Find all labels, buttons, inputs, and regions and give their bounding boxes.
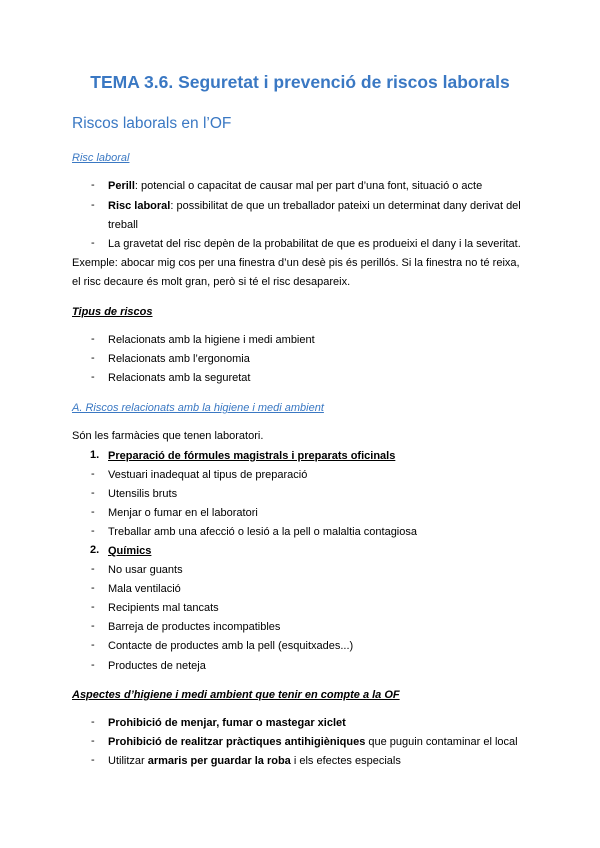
tipus-heading: Tipus de riscos <box>72 306 153 318</box>
bullet: - <box>91 525 95 537</box>
list-item: La gravetat del risc depèn de la probabilitat de que es produeixi el dany i la severitat. <box>108 238 521 250</box>
item-text: i els efectes especials <box>290 755 401 767</box>
list-number: 1. <box>90 449 100 461</box>
bullet: - <box>91 563 95 575</box>
bullet: - <box>91 659 95 671</box>
bullet: - <box>91 506 95 518</box>
example-line: el risc decaure és molt gran, però si té el risc desapareix. <box>72 276 351 288</box>
list-item: Treballar amb una afecció o lesió a la pell o malaltia contagiosa <box>108 526 417 538</box>
list-item-continuation: treball <box>108 219 138 231</box>
list-item: Relacionats amb l’ergonomia <box>108 353 250 365</box>
list-item: No usar guants <box>108 564 183 576</box>
aspectes-heading: Aspectes d’higiene i medi ambient que tenir en compte a la OF <box>72 689 400 701</box>
group-title-text: Preparació de fórmules magistrals i preparats oficinals <box>108 450 396 462</box>
term: Perill <box>108 180 135 192</box>
item-bold: Prohibició de menjar, fumar o mastegar xiclet <box>108 717 346 729</box>
item-text: que puguin contaminar el local <box>365 736 518 748</box>
item-prefix: Utilitzar <box>108 755 148 767</box>
bullet: - <box>91 237 95 249</box>
list-item: Barreja de productes incompatibles <box>108 621 281 633</box>
list-item: Menjar o fumar en el laboratori <box>108 507 258 519</box>
bullet: - <box>91 754 95 766</box>
bullet: - <box>91 333 95 345</box>
item-bold: Prohibició de realitzar pràctiques antihigièniques <box>108 736 366 748</box>
list-item <box>108 199 521 213</box>
list-item: Utensilis bruts <box>108 488 178 500</box>
item-bold: armaris per guardar la roba <box>147 755 291 767</box>
example-line: Exemple: abocar mig cos per una finestra d’un desè pis és perillós. Si la finestra no té reixa, <box>72 257 520 269</box>
term: Risc laboral <box>108 200 171 212</box>
bullet: - <box>91 716 95 728</box>
bullet: - <box>91 639 95 651</box>
list-item: Productes de neteja <box>108 660 206 672</box>
list-item: Vestuari inadequat al tipus de preparació <box>108 469 308 481</box>
list-item <box>108 716 346 730</box>
list-item: Recipients mal tancats <box>108 602 219 614</box>
list-item <box>108 735 518 749</box>
bullet: - <box>91 487 95 499</box>
page-title: TEMA 3.6. Seguretat i prevenció de riscos laborals <box>90 72 510 92</box>
bullet: - <box>91 199 95 211</box>
bullet: - <box>91 601 95 613</box>
bullet: - <box>91 582 95 594</box>
list-item: Relacionats amb la seguretat <box>108 372 251 384</box>
list-number: 2. <box>90 544 100 556</box>
bullet: - <box>91 179 95 191</box>
bullet: - <box>91 371 95 383</box>
group-title-text: Químics <box>108 545 152 557</box>
definition: : possibilitat de que un treballador pateixi un determinat dany derivat del <box>170 200 521 212</box>
list-item <box>108 754 401 768</box>
bullet: - <box>91 468 95 480</box>
list-item: Contacte de productes amb la pell (esquitxades...) <box>108 640 354 652</box>
list-item: Mala ventilació <box>108 583 181 595</box>
definition: : potencial o capacitat de causar mal per part d’una font, situació o acte <box>134 180 483 192</box>
risc-laboral-heading: Risc laboral <box>72 152 130 164</box>
bullet: - <box>91 620 95 632</box>
bullet: - <box>91 352 95 364</box>
list-item: Relacionats amb la higiene i medi ambient <box>108 334 315 346</box>
group-title <box>108 544 151 558</box>
bullet: - <box>91 735 95 747</box>
section-heading: Riscos laborals en l’OF <box>72 115 232 132</box>
section-a-intro: Són les farmàcies que tenen laboratori. <box>72 430 264 442</box>
list-item <box>108 179 482 193</box>
group-title <box>108 449 395 463</box>
section-a-heading: A. Riscos relacionats amb la higiene i medi ambient <box>72 402 324 414</box>
